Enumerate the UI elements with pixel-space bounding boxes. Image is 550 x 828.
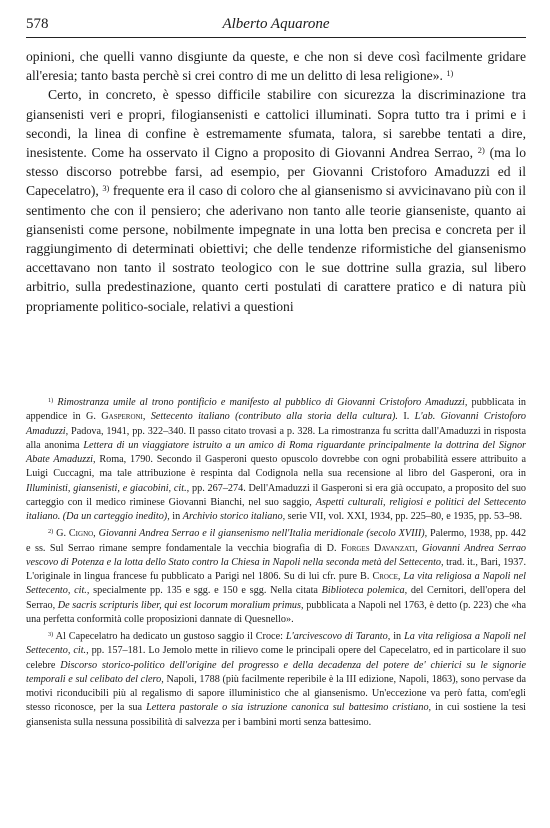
fn3-letter-title: Lettera pastorale o sia istruzione canonica sul battesimo cristiano,: [146, 702, 432, 714]
book-page: [26, 14, 527, 728]
fn2-text: specialmente pp. 135 e sgg. e 150 e sgg. Nella citata: [93, 585, 318, 597]
fn1-text: in: [172, 511, 181, 522]
fn2-author: Cigno,: [68, 528, 96, 540]
fn2-text: trad. it., Bari, 1937. L'originale in lingua francese fu pubblicato a Parigi nel 1806. Su di lui cfr. pure B.: [26, 556, 527, 582]
fn1-text: Roma, 1790. Secondo il Gasperoni questo opuscolo dovrebbe con ogni probabilità essere attribuito a Luigi Cuccagni, ma tale attribuzione è respinta dal Codignola nella sua recensione al libro del Gasperoni, ora in: [26, 454, 527, 480]
fn2-text: pubblicata a Napoli nel 1763, è detto (p. 223) che «ha una perfetta conformità colle proposizioni dannate di Quesnello».: [26, 599, 527, 625]
fn1-text: serie VII, vol. XXI, 1934, pp. 225–80, e 1935, pp. 53–98.: [287, 511, 523, 522]
footnote-ref-2[interactable]: 2): [477, 144, 485, 155]
fn2-work-title: De sacris scripturis liber, qui est locorum moralium primus,: [57, 599, 304, 611]
fn1-text: pubblicata in appendice in G.: [26, 397, 527, 423]
footnote-ref-1[interactable]: 1): [446, 68, 454, 78]
fn1-text: I.: [403, 411, 410, 423]
fn3-text: Al Capecelatro ha dedicato un gustoso saggio il Croce:: [55, 631, 283, 642]
main-text: [26, 47, 526, 316]
fn2-cited-work: Biblioteca polemica,: [321, 585, 408, 597]
fn2-cited-work: La vita religiosa a Napoli nel Settecento, cit.,: [26, 571, 526, 597]
fn3-text: in cui sostiene la tesi giansenista sulla nessuna possibilità di salvezza per i bambini morti senza battesimo.: [26, 702, 527, 728]
fn3-text: Napoli, 1788 (più facilmente reperibile è la III edizione, Napoli, 1863), sono pervase da motivi riconducibili più al regalismo di sapore illuministico che al giansenismo. Un'eccezione va però fatta, com'egli stesso riconosce, per la sua: [26, 673, 527, 714]
footnote-2-mark: 2): [48, 528, 54, 536]
footnotes: [26, 396, 526, 733]
paragraph-2-text-b: (ma lo stesso discorso potrebbe farsi, ad esempio, per Giovanni Cristoforo Amaduzzi ed il Capecelatro),: [26, 145, 527, 199]
fn3-essay-title: L'arcivescovo di Taranto,: [285, 631, 391, 642]
paragraph-2-text-c: frequente era il caso di coloro che al giansenismo si avvicinavano più con il sentimento che con il pensiero; che aderivano non tanto alle teorie gianseniste, quanto ai giansenisti come persone, nobilmente impegnate in una lotta ben precisa e concreta per il raggiungimento di determinati obiettivi; che delle tendenze riformistiche del giansenismo accettavano non tanto il sostrato teologico con le sue dottrine sulla grazia, sul libero arbitrio, sulla predestinazione, quanto certi postulati di carattere pratico e di natura più propriamente politico-sociale, relativi a questioni: [26, 183, 526, 314]
fn1-book-title: Settecento italiano (contributo alla storia della cultura).: [150, 411, 398, 423]
running-title: Alberto Aquarone: [222, 16, 330, 32]
page-header: [26, 14, 526, 36]
fn2-text: Palermo, 1938, pp. 442 e ss. Sul Serrao rimane sempre fondamentale la vecchia biografia di D.: [26, 528, 527, 554]
fn2-author: Croce,: [372, 571, 401, 582]
fn2-text: G.: [56, 528, 67, 540]
fn2-biography-title: Giovanni Andrea Serrao vescovo di Potenza e la lotta dello Stato contro la Chiesa in Napoli nella seconda metà del Settecento,: [26, 542, 527, 568]
footnote-3-mark: 3): [48, 630, 54, 638]
fn1-title: Rimostranza umile al trono pontificio e manifesto al pubblico di Giovanni Cristoforo Amaduzzi,: [57, 397, 468, 408]
fn1-author: Gasperoni,: [101, 411, 146, 423]
paragraph-2-text-a: Certo, in concreto, è spesso difficile stabilire con sicurezza la discriminazione tra giansenisti veri e propri, filogiansenisti e cattolici illuminati. Sopra tutto tra i primi e i secondi, la linea di confine è estremamente sfumata, talora, si sarebbe tentati a dire, inesistente. Come ha osservato il Cigno a proposito di Giovanni Andrea Serrao,: [26, 87, 526, 161]
fn1-text: pp. 267–274. Dell'Amaduzzi il Gasperoni si era già occupato, a proposito del suo carteggio con il medico riminese Giovanni Bianchi, nel suo saggio,: [26, 482, 527, 508]
fn1-volume-title: L'ab. Giovanni Cristoforo Amaduzzi,: [26, 411, 527, 437]
paragraph-1: [26, 47, 526, 85]
fn3-text: in: [393, 631, 402, 642]
paragraph-1-text: opinioni, che quelli vanno disgiunte da queste, e che non si deve così facilmente gridare all'eresia; tanto basta perchè si crei contro di me un delitto di lesa religione».: [26, 49, 526, 84]
page-number: 578: [26, 16, 49, 32]
fn2-text: del Cernitori, dell'opera del Serrao,: [26, 585, 527, 611]
fn1-letter-title: Lettera di un viaggiatore istruito a un amico di Roma riguardante principalmente la dottrina del Signor Abate Amaduzzi,: [26, 439, 526, 465]
fn2-author: Forges Davanzati,: [340, 542, 418, 554]
footnote-1-mark: 1): [48, 396, 54, 404]
paragraph-2: [26, 85, 526, 315]
header-rule: [26, 37, 526, 38]
fn3-cited-work: La vita religiosa a Napoli nel Settecento, cit.,: [26, 631, 526, 657]
fn3-text: pp. 157–181. Lo Jemolo mette in rilievo come le principali opere del Capecelatro, ed in particolare il suo celebre: [26, 645, 527, 671]
fn2-book-title: Giovanni Andrea Serrao e il giansenismo nell'Italia meridionale (secolo XVIII),: [98, 528, 428, 540]
footnote-1: [26, 396, 526, 524]
footnote-3: [26, 630, 526, 730]
fn1-journal-title: Archivio storico italiano,: [182, 511, 286, 522]
fn1-cited-work: Illuministi, giansenisti, e giacobini, cit.,: [26, 482, 190, 494]
footnote-2: [26, 527, 526, 627]
fn3-discourse-title: Discorso storico-politico dell'origine del progresso e della decadenza del potere de' chierici su le signorie temporali e sul celibato del clero,: [26, 659, 527, 685]
fn1-essay-title: Aspetti culturali, religiosi e politici del Settecento italiano. (Da un carteggio inedito),: [26, 496, 527, 522]
fn1-text: Padova, 1941, pp. 322–340. Il passo citato trovasi a p. 328. La rimostranza fu scritta dall'Amaduzzi in risposta alla anonima: [26, 425, 527, 451]
footnote-ref-3[interactable]: 3): [102, 183, 110, 194]
